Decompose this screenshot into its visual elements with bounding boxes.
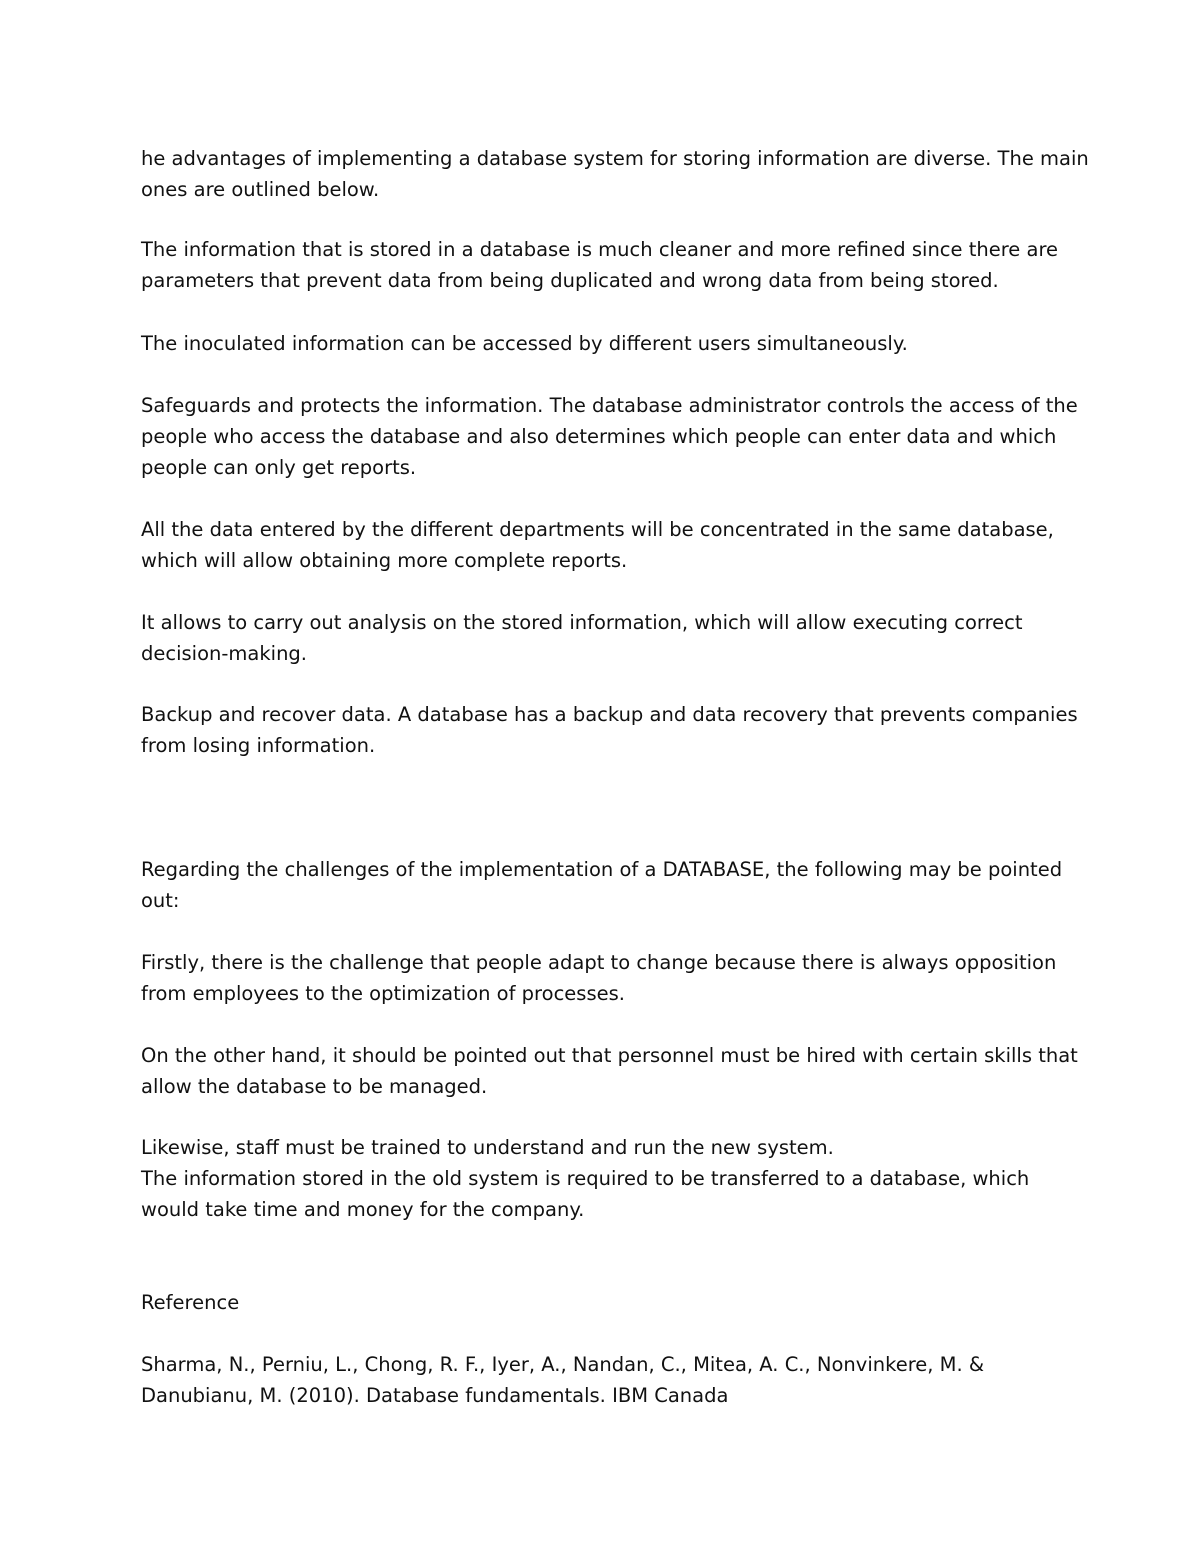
advantage-centralization: All the data entered by the different departments will be concentrated in the same database, which will allow obtaining more complete reports. xyxy=(141,518,1054,572)
reference-heading: Reference xyxy=(141,1291,240,1314)
challenge-skilled-personnel: On the other hand, it should be pointed out that personnel must be hired with certain skills that allow the database to be managed. xyxy=(141,1044,1078,1098)
advantage-analysis: It allows to carry out analysis on the stored information, which will allow executing correct decision-making. xyxy=(141,611,1023,665)
advantage-simultaneous-access: The inoculated information can be accessed by different users simultaneously. xyxy=(141,332,908,355)
advantage-security: Safeguards and protects the information. The database administrator controls the access of the people who access the database and also determines which people can enter data and which people can only get reports. xyxy=(141,394,1078,479)
reference-entry: Sharma, N., Perniu, L., Chong, R. F., Iyer, A., Nandan, C., Mitea, A. C., Nonvinkere, M. & Danubianu, M. (2010). Database fundamentals. IBM Canada xyxy=(141,1353,985,1407)
advantage-data-quality: The information that is stored in a database is much cleaner and more refined since there are parameters that prevent data from being duplicated and wrong data from being stored. xyxy=(141,238,1059,292)
challenge-training-migration: Likewise, staff must be trained to understand and run the new system. The information stored in the old system is required to be transferred to a database, which would take time and money for the company. xyxy=(141,1136,1030,1221)
intro-paragraph: he advantages of implementing a database system for storing information are diverse. The main ones are outlined below. xyxy=(141,147,1089,201)
challenge-change-resistance: Firstly, there is the challenge that people adapt to change because there is always opposition from employees to the optimization of processes. xyxy=(141,951,1057,1005)
advantage-backup: Backup and recover data. A database has a backup and data recovery that prevents companies from losing information. xyxy=(141,703,1078,757)
challenges-intro-paragraph: Regarding the challenges of the implementation of a DATABASE, the following may be pointed out: xyxy=(141,858,1063,912)
